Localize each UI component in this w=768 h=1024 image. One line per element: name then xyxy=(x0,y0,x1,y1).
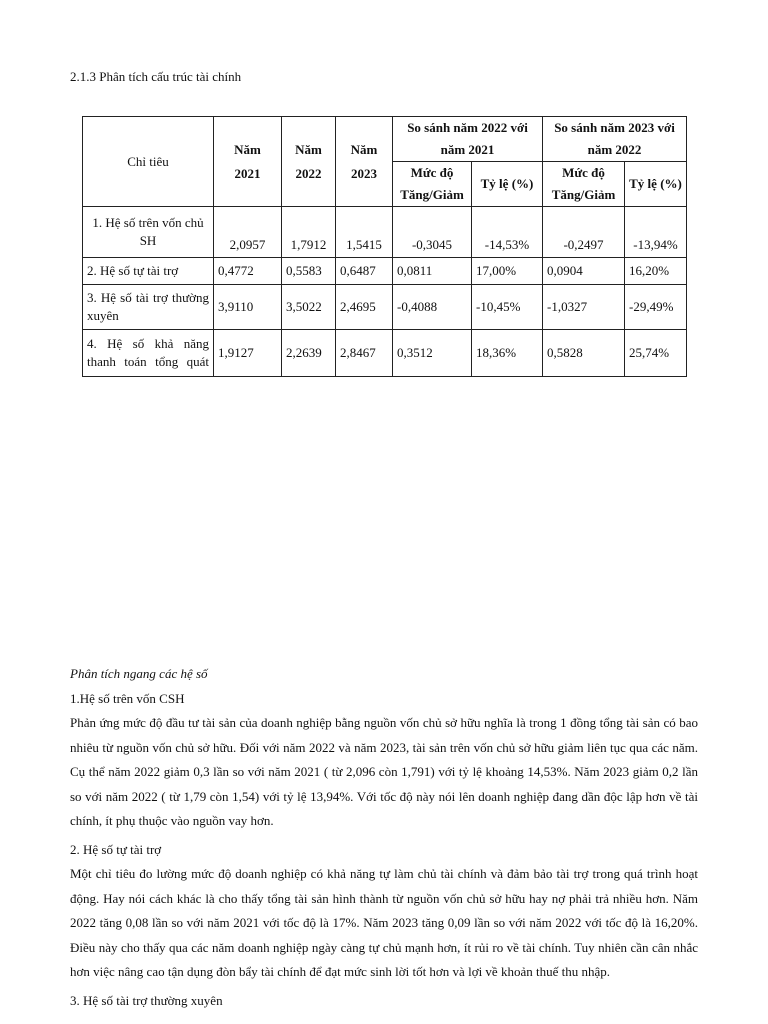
cell-rate-1: -10,45% xyxy=(472,285,543,330)
cell-2022: 0,5583 xyxy=(282,258,336,285)
cell-change-2: 0,5828 xyxy=(543,330,625,377)
header-label: Chỉ tiêu xyxy=(83,117,214,207)
cell-rate-2: 16,20% xyxy=(625,258,687,285)
cell-2021: 2,0957 xyxy=(214,207,282,258)
table-row xyxy=(83,207,687,258)
subheader-change-2: Mức độ Tăng/Giảm xyxy=(543,162,625,207)
cell-change-1: 0,0811 xyxy=(393,258,472,285)
cell-change-2: -1,0327 xyxy=(543,285,625,330)
cell-change-2: -0,2497 xyxy=(543,207,625,258)
cell-2021: 1,9127 xyxy=(214,330,282,377)
analysis-subtitle: Phân tích ngang các hệ số xyxy=(70,666,208,681)
cell-change-1: -0,3045 xyxy=(393,207,472,258)
subheader-rate-1: Tỷ lệ (%) xyxy=(472,162,543,207)
financial-structure-table xyxy=(82,116,687,377)
cell-2022: 3,5022 xyxy=(282,285,336,330)
cell-2023: 2,8467 xyxy=(336,330,393,377)
table-row xyxy=(83,330,687,377)
cell-rate-2: -13,94% xyxy=(625,207,687,258)
cell-rate-1: -14,53% xyxy=(472,207,543,258)
header-year-2021: Năm 2021 xyxy=(214,117,282,207)
header-year-2022: Năm 2022 xyxy=(282,117,336,207)
cell-rate-2: -29,49% xyxy=(625,285,687,330)
cell-2021: 3,9110 xyxy=(214,285,282,330)
section-2-body: Một chỉ tiêu đo lường mức độ doanh nghiệp có khả năng tự làm chủ tài chính và đảm bảo tài trợ trong quá trình hoạt động. Hay nói cách khác là cho thấy tổng tài sản hình thành từ nguồn vốn chủ sở hữu hay nợ phải trả nhiều hơn. Năm 2022 tăng 0,08 lần so với năm 2021 với tốc độ là 17%. Năm 2023 tăng 0,09 lần so với năm 2022 với tốc độ là 16,20%. Điều này cho thấy qua các năm doanh nghiệp ngày càng tự chủ mạnh hơn, ít rủi ro về tài chính. Tuy nhiên cần cân nhắc hơn việc nâng cao tận dụng đòn bẩy tài chính để đạt mức sinh lời tốt hơn và lợi về khoản thuế thu nhập. xyxy=(70,866,698,979)
subheader-rate-2: Tỷ lệ (%) xyxy=(625,162,687,207)
cell-2023: 0,6487 xyxy=(336,258,393,285)
section-heading: 2.1.3 Phân tích cấu trúc tài chính xyxy=(70,69,242,84)
subheader-change-1: Mức độ Tăng/Giảm xyxy=(393,162,472,207)
cell-2021: 0,4772 xyxy=(214,258,282,285)
header-year-2023: Năm 2023 xyxy=(336,117,393,207)
cell-2023: 2,4695 xyxy=(336,285,393,330)
cell-change-1: -0,4088 xyxy=(393,285,472,330)
cell-change-2: 0,0904 xyxy=(543,258,625,285)
cell-2023: 1,5415 xyxy=(336,207,393,258)
section-1-body: Phản ứng mức độ đầu tư tài sản của doanh nghiệp bằng nguồn vốn chủ sở hữu nghĩa là trong 1 đồng tổng tài sản có bao nhiêu từ nguồn vốn chủ sở hữu. Đối với năm 2022 và năm 2023, tài sản trên vốn chủ sở hữu giảm liên tục qua các năm. Cụ thể năm 2022 giảm 0,3 lần so với năm 2021 ( từ 2,096 còn 1,791) với tỷ lệ khoảng 14,53%. Năm 2023 giảm 0,2 lần so với năm 2022 ( từ 1,79 còn 1,54) với tỷ lệ 13,94%. Với tốc độ này nói lên doanh nghiệp đang dần độc lập hơn về tài chính, ít phụ thuộc vào nguồn vay hơn. xyxy=(70,715,698,828)
cell-rate-2: 25,74% xyxy=(625,330,687,377)
header-compare-2022-2021: So sánh năm 2022 với năm 2021 xyxy=(393,117,543,162)
row-label: 2. Hệ số tự tài trợ xyxy=(83,258,214,285)
cell-2022: 2,2639 xyxy=(282,330,336,377)
section-1-title: 1.Hệ số trên vốn CSH xyxy=(70,690,185,706)
row-label: 1. Hệ số trên vốn chủ SH xyxy=(83,207,214,258)
table-row xyxy=(83,285,687,330)
analysis-section xyxy=(70,662,698,1013)
table-row xyxy=(83,258,687,285)
cell-rate-1: 17,00% xyxy=(472,258,543,285)
row-label: 3. Hệ số tài trợ thường xuyên xyxy=(83,285,214,330)
table-header-row xyxy=(83,117,687,162)
cell-rate-1: 18,36% xyxy=(472,330,543,377)
row-label: 4. Hệ số khả năng thanh toán tổng quát xyxy=(83,330,214,377)
cell-change-1: 0,3512 xyxy=(393,330,472,377)
cell-2022: 1,7912 xyxy=(282,207,336,258)
header-compare-2023-2022: So sánh năm 2023 với năm 2022 xyxy=(543,117,687,162)
section-3-title: 3. Hệ số tài trợ thường xuyên xyxy=(70,992,223,1008)
section-2-title: 2. Hệ số tự tài trợ xyxy=(70,841,162,857)
